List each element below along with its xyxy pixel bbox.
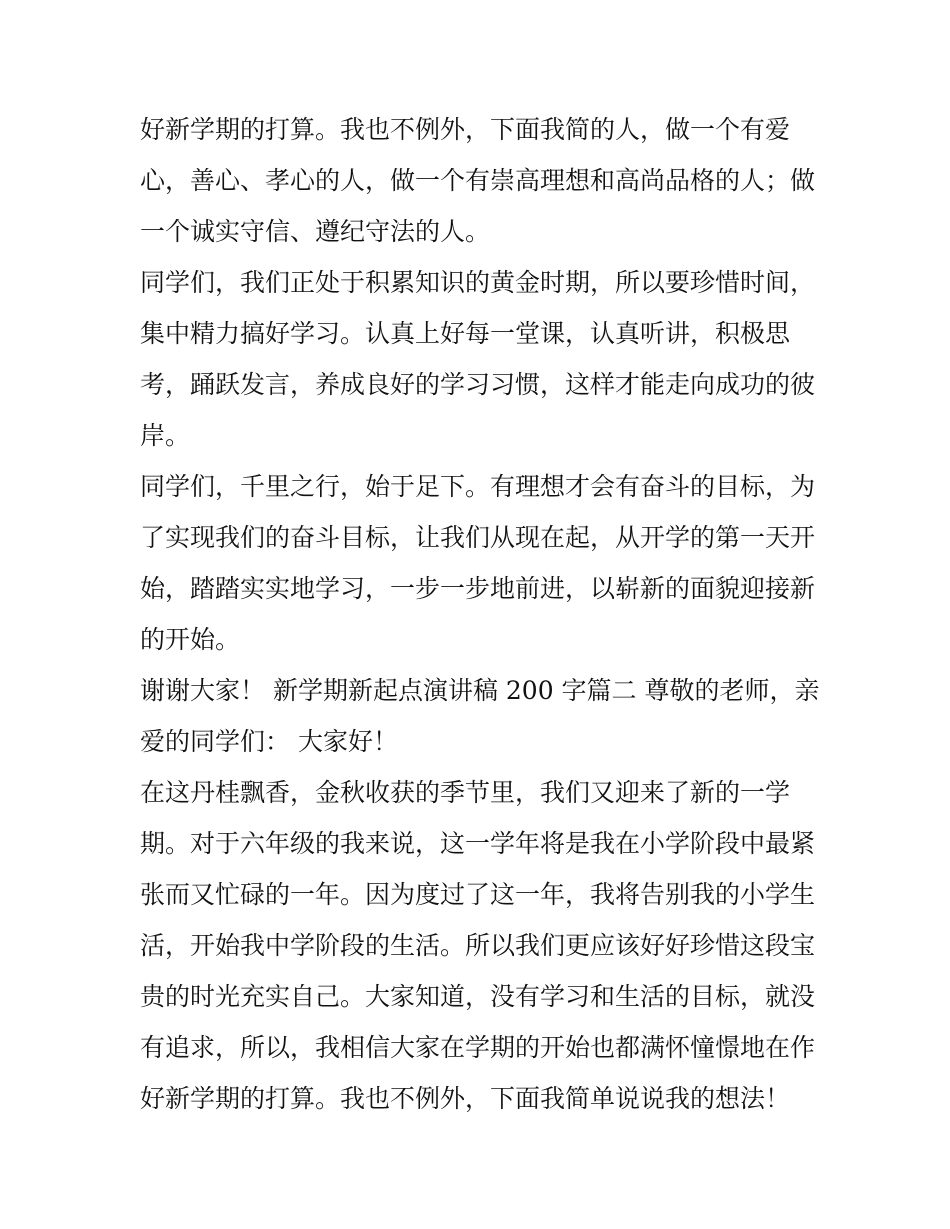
- text-line: 爱的同学们： 大家好！: [140, 727, 398, 756]
- text-line: 同学们，我们正处于积累知识的黄金时期，所以要珍惜时间，: [140, 268, 816, 297]
- text-line: 有追求，所以，我相信大家在学期的开始也都满怀憧憬地在作: [140, 1033, 816, 1062]
- text-line: 活，开始我中学阶段的生活。所以我们更应该好好珍惜这段宝: [140, 931, 816, 960]
- text-line: 好新学期的打算。我也不例外，下面我简的人，做一个有爱: [140, 115, 791, 144]
- text-line: 考，踊跃发言，养成良好的学习习惯，这样才能走向成功的彼: [140, 370, 816, 399]
- text-line: 始，踏踏实实地学习，一步一步地前进，以崭新的面貌迎接新: [140, 574, 816, 603]
- text-line: 好新学期的打算。我也不例外，下面我简单说说我的想法！: [140, 1084, 791, 1113]
- document-body: [140, 104, 820, 1124]
- text-line: 心，善心、孝心的人，做一个有崇高理想和高尚品格的人；做: [140, 166, 816, 195]
- text-line: 谢谢大家！ 新学期新起点演讲稿 200 字篇二 尊敬的老师，亲: [140, 676, 820, 705]
- text-line: 在这丹桂飘香，金秋收获的季节里，我们又迎来了新的一学: [140, 778, 791, 807]
- text-line: 期。对于六年级的我来说，这一学年将是我在小学阶段中最紧: [140, 829, 816, 858]
- text-line: 岸。: [140, 421, 191, 450]
- text-line: 的开始。: [140, 625, 241, 654]
- text-line: 同学们，千里之行，始于足下。有理想才会有奋斗的目标，为: [140, 472, 816, 501]
- text-line: 了实现我们的奋斗目标，让我们从现在起，从开学的第一天开: [140, 523, 816, 552]
- text-line: 张而又忙碌的一年。因为度过了这一年，我将告别我的小学生: [140, 880, 816, 909]
- text-line: 一个诚实守信、遵纪守法的人。: [140, 217, 491, 246]
- text-line: 贵的时光充实自己。大家知道，没有学习和生活的目标，就没: [140, 982, 816, 1011]
- text-line: 集中精力搞好学习。认真上好每一堂课，认真听讲，积极思: [140, 319, 791, 348]
